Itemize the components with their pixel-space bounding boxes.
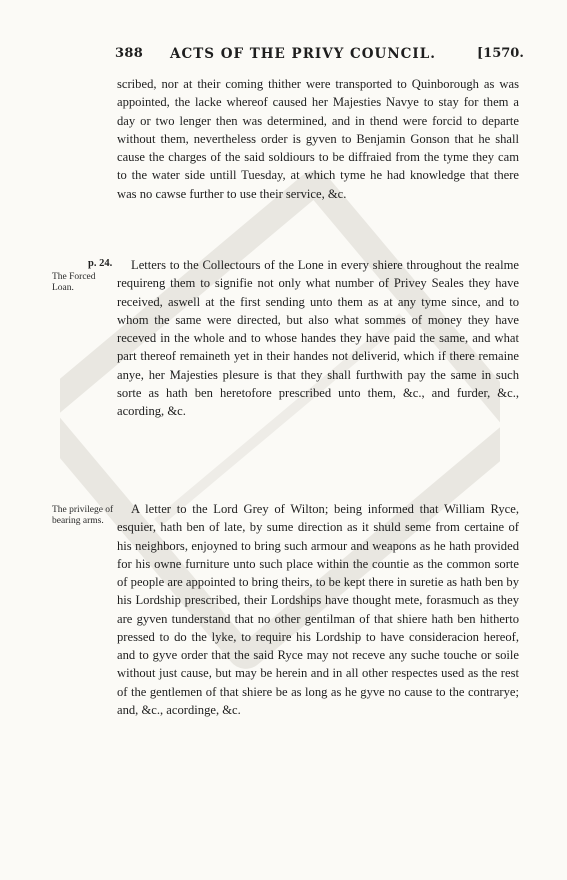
page-reference: p. 24. <box>88 258 113 269</box>
margin-note-privilege: The privilege of bearing arms. <box>52 505 114 526</box>
paragraph-1: scribed, nor at their coming thither were transported to Quinborough as was appointed, the lacke whereof caused her Majesties Navye to stay for them a day or two lenger then was determined, and in thend were forcid to departe without them, nevertheless order is gyven to Benjamin Gonson that he shall cause the charges of the said soldiours to be diffraied from the tyme they cam to the water side untill Tuesday, at which tyme he had knowledge that there was no cawse further to use their service, &c. <box>117 77 519 201</box>
margin-note-forced-loan: The Forced Loan. <box>52 272 96 293</box>
paragraph-3: A letter to the Lord Grey of Wilton; being informed that William Ryce, esquier, hath ben of late, by sume direction as it shuld seme from certaine of his neighbors, enjoyned to bring such armour and weapons as he hath provided for his owne furniture unto such place within the countie as the common sorte of people are appointed to bring theirs, to be kept there in suretie as hath ben by his Lordship prescribed, their Lordships have thought mete, forasmuch as they are gyven tunderstand that no other gentilman of that shiere hath ben hitherto pressed to do the lyke, to require his Lordship to have consideracion hereof, and to gyve order that the said Ryce may not receve any suche touche or soile without just cause, but may be herein and in all other respectes used as the rest of the gentlemen of that shiere be as long as he gyve no cause to the contrarye; and, &c., acordinge, &c. <box>117 502 519 717</box>
running-title: ACTS OF THE PRIVY COUNCIL. <box>170 46 436 62</box>
running-year: [1570. <box>477 46 524 61</box>
page-number: 388 <box>115 46 144 61</box>
running-head <box>0 46 567 70</box>
paragraph-2: Letters to the Collectours of the Lone in every shiere throughout the realme requireng them to signifie not only what number of Privey Seales they have received, aswell at the first sending unto them as at any tyme since, and to whom the same were directed, but also what sommes of money they have receved in the whole and to whose handes they have paid the same, and what part thereof remaineth yet in their handes not deliverid, which if there remaine anye, her Majesties plesure is that they shall furthwith pay the same in such sorte as hath ben heretofore prescribed unto them, &c., and furder, &c., acording, &c. <box>117 258 519 418</box>
